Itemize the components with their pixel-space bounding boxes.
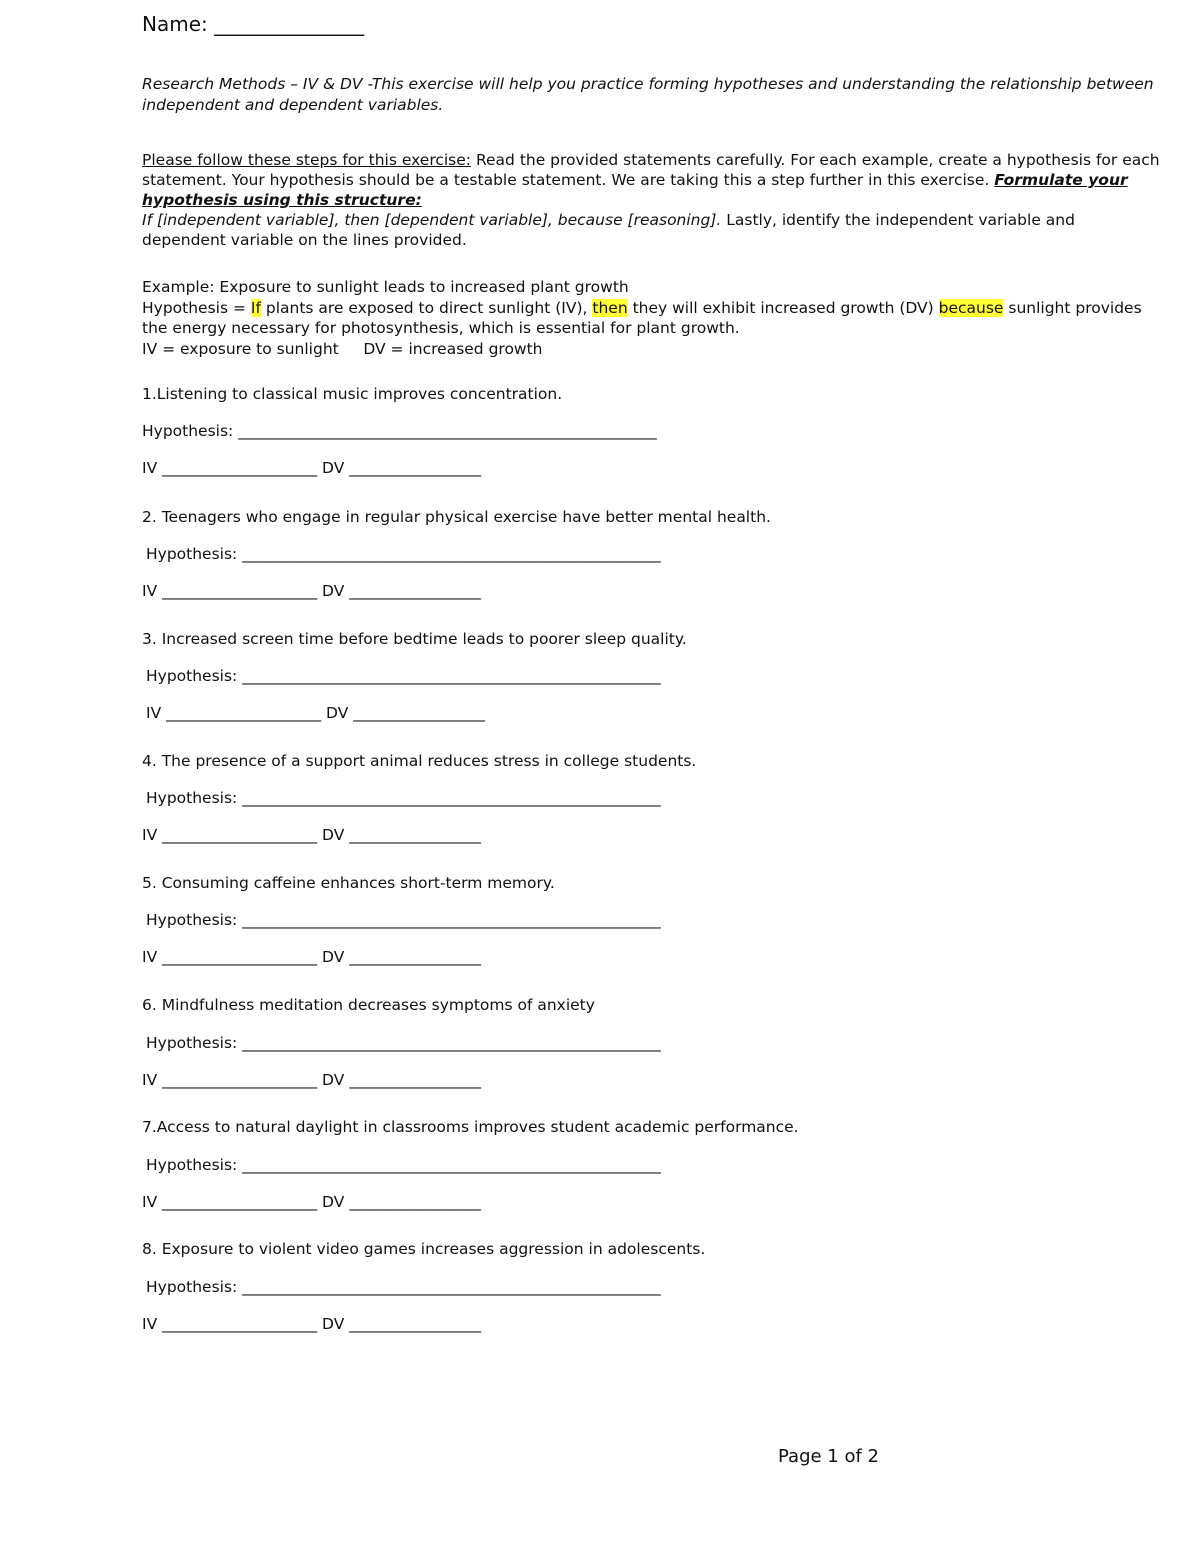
question-4-hypothesis-line[interactable]: Hypothesis: ______________________________________________________ (146, 789, 661, 807)
question-4-iv-dv-lines[interactable]: IV ____________________ DV _________________ (142, 826, 481, 844)
example-hyp-part1: plants are exposed to direct sunlight (IV), (260, 298, 593, 317)
instructions-lead: Please follow these steps for this exercise: (142, 151, 472, 169)
question-5-hypothesis-line[interactable]: Hypothesis: ______________________________________________________ (146, 911, 661, 929)
highlight-if: If (250, 298, 261, 317)
question-3-hypothesis-line[interactable]: Hypothesis: ______________________________________________________ (146, 667, 661, 685)
structure-label: Formulate your hypothesis using this structure: (142, 171, 1128, 209)
example-block (142, 277, 1142, 359)
question-2-iv-dv-lines[interactable]: IV ____________________ DV _________________ (142, 582, 481, 600)
question-3-text: 3. Increased screen time before bedtime leads to poorer sleep quality. (142, 630, 687, 648)
name-field-line: Name: _______________ (142, 12, 365, 36)
highlight-then: then (592, 298, 628, 317)
example-hyp-part2: they will exhibit increased growth (DV) (627, 298, 939, 317)
question-7-hypothesis-line[interactable]: Hypothesis: ______________________________________________________ (146, 1156, 661, 1174)
intro-paragraph: Research Methods – IV & DV -This exercise will help you practice forming hypotheses and understanding the relationship between independent and dependent variables. (142, 75, 1154, 114)
instructions-body-1: Read the provided statements carefully. For each example, create a hypothesis for each statement. Your hypothesis should be a testable statement. We are taking this a step further in this exercise. (142, 151, 1160, 189)
question-2-hypothesis-line[interactable]: Hypothesis: ______________________________________________________ (146, 545, 661, 563)
question-6-hypothesis-line[interactable]: Hypothesis: ______________________________________________________ (146, 1034, 661, 1052)
question-8-hypothesis-line[interactable]: Hypothesis: ______________________________________________________ (146, 1278, 661, 1296)
example-hyp-prefix: Hypothesis = (142, 298, 251, 317)
question-2-text: 2. Teenagers who engage in regular physical exercise have better mental health. (142, 508, 771, 526)
question-5-iv-dv-lines[interactable]: IV ____________________ DV _________________ (142, 948, 481, 966)
question-3-iv-dv-lines[interactable]: IV ____________________ DV _________________ (146, 704, 485, 722)
question-7-iv-dv-lines[interactable]: IV ____________________ DV _________________ (142, 1193, 481, 1211)
instructions-paragraph (142, 150, 1162, 250)
highlight-because: because (938, 298, 1004, 317)
example-hyp-part3: sunlight provides the energy necessary for photosynthesis, which is essential for plant growth. (142, 298, 1142, 337)
question-5-text: 5. Consuming caffeine enhances short-term memory. (142, 874, 555, 892)
example-hypothesis (142, 298, 1142, 339)
question-6-text: 6. Mindfulness meditation decreases symptoms of anxiety (142, 996, 595, 1014)
page-number: Page 1 of 2 (778, 1446, 879, 1467)
question-4-text: 4. The presence of a support animal reduces stress in college students. (142, 752, 697, 770)
question-8-text: 8. Exposure to violent video games increases aggression in adolescents. (142, 1240, 706, 1258)
question-7-text: 7.Access to natural daylight in classrooms improves student academic performance. (142, 1118, 799, 1136)
structure-text: If [independent variable], then [dependent variable], because [reasoning]. (142, 211, 722, 229)
instructions-body-2: Lastly, identify the independent variable and dependent variable on the lines provided. (142, 211, 1075, 249)
question-6-iv-dv-lines[interactable]: IV ____________________ DV _________________ (142, 1071, 481, 1089)
question-1-text: 1.Listening to classical music improves concentration. (142, 385, 563, 403)
example-iv-dv: IV = exposure to sunlight DV = increased growth (142, 339, 543, 358)
question-1-iv-dv-lines[interactable]: IV ____________________ DV _________________ (142, 459, 481, 477)
question-8-iv-dv-lines[interactable]: IV ____________________ DV _________________ (142, 1315, 481, 1333)
example-title: Example: Exposure to sunlight leads to increased plant growth (142, 278, 629, 296)
question-1-hypothesis-line[interactable]: Hypothesis: ______________________________________________________ (142, 422, 657, 440)
